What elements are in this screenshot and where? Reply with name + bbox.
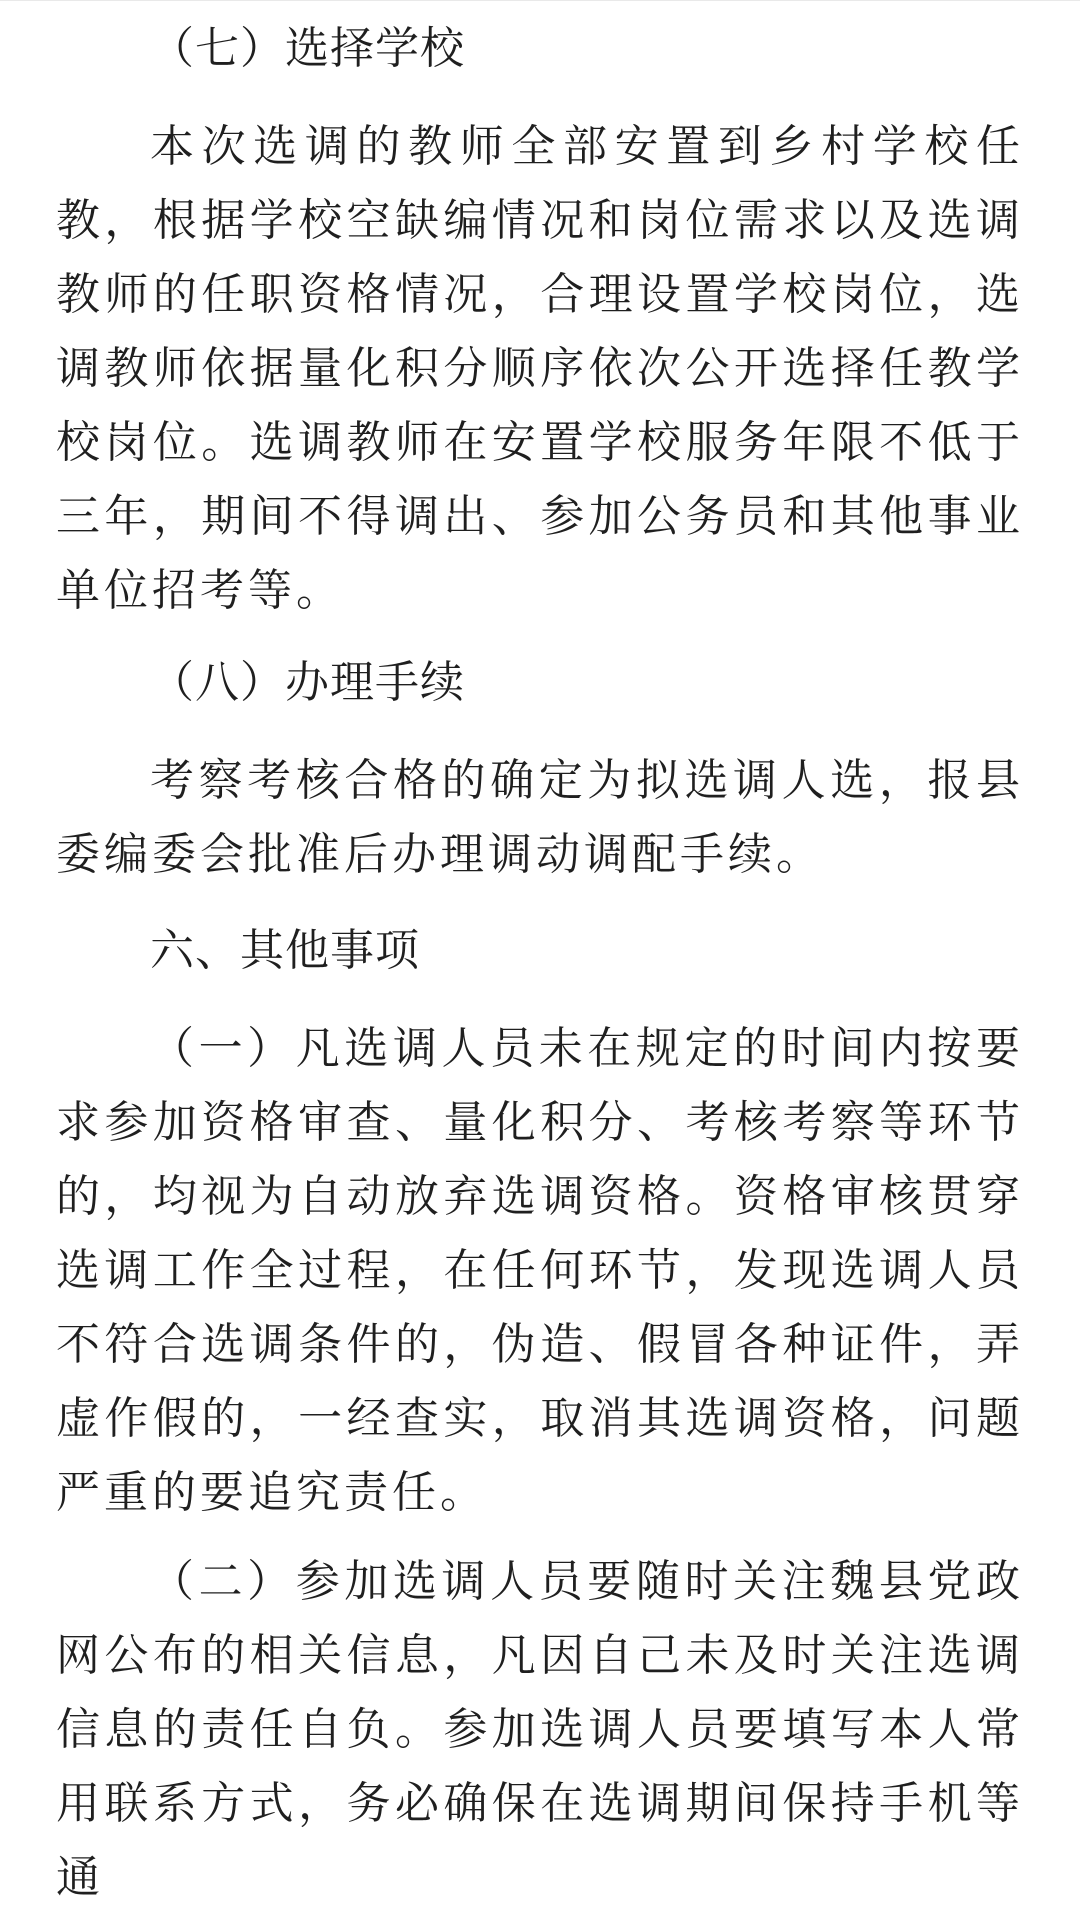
item-paragraph-2: （二）参加选调人员要随时关注魏县党政网公布的相关信息，凡因自己未及时关注选调信息的责任自负。参加选调人员要填写本人常用联系方式，务必确保在选调期间保持手机等通 — [56, 1556, 1024, 1903]
section-paragraph-8: 考察考核合格的确定为拟选调人选，报县委编委会批准后办理调动调配手续。 — [56, 755, 1024, 880]
chapter-heading-6: 六、其他事项 — [150, 925, 420, 976]
section-heading-8: （八）办理手续 — [150, 657, 465, 708]
section-heading-7: （七）选择学校 — [150, 23, 465, 74]
section-paragraph-7: 本次选调的教师全部安置到乡村学校任教，根据学校空缺编情况和岗位需求以及选调教师的任职资格情况，合理设置学校岗位，选调教师依据量化积分顺序依次公开选择任教学校岗位。选调教师在安置学校服务年限不低于三年，期间不得调出、参加公务员和其他事业单位招考等。 — [56, 121, 1024, 616]
top-divider — [0, 0, 1080, 1]
item-paragraph-1: （一）凡选调人员未在规定的时间内按要求参加资格审查、量化积分、考核考察等环节的，均视为自动放弃选调资格。资格审核贯穿选调工作全过程，在任何环节，发现选调人员不符合选调条件的，伪造、假冒各种证件，弄虚作假的，一经查实，取消其选调资格，问题严重的要追究责任。 — [56, 1023, 1024, 1518]
